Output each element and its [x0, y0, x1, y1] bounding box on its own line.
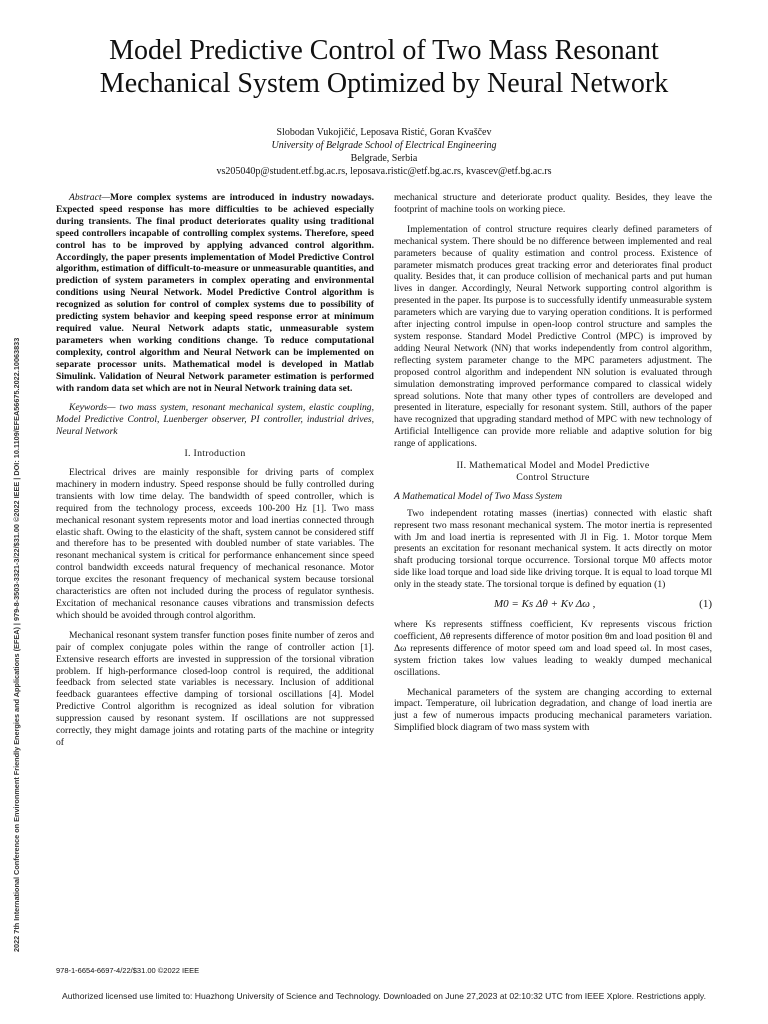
right-paragraph-3: Two independent rotating masses (inertias) connected with elastic shaft represent two mass resonant mechanical system. The motor inertia is represented with Jm and load inertia is represented with Jl in Fig. 1. Motor torque Mem presents an excitation for resonant mechanical system. It acts directly on motor shaft producing torsional torque occurrence. Torsional torque M0 affects motor side like load torque and load side like driving torque. It is equal to load torque Ml only in the steady state. The torsional torque is defined by equation (1)	[394, 507, 712, 591]
section-2-heading-line-2: Control Structure	[516, 471, 590, 483]
right-paragraph-2: Implementation of control structure requires clearly defined parameters of mechanical system. There should be no difference between implemented and real parameters because of quality estimation and control process. Existence of parameter mismatch produces great tracking error and deteriorates final product quality. Besides that, it can produce collision of mechanical parts and put human lives in danger. Accordingly, Neural Network supporting control algorithm is presented in the paper. Its purpose is to successfully identify unmeasurable system parameters which are varying due to varying operation conditions. It is performed after injecting control impulse in open-loop control structure and samples the system response. Standard Model Predictive Control (MPC) is improved by adding Neural Network (NN) that works independently from control algorithm, reflecting system parameter change to the MPC parameters adjustment. The proposed control algorithm and independent NN solution is evaluated through simulation demonstrating improved performance compared to classical widely spread solutions. Note that many other types of controllers are developed and presented in literature, especially for resonant system. Still, authors of the paper have recognized that upgrading standard method of MPC with new technology of Artificial Intelligence can provide more reliable and adaptive solution for big range of applications.	[394, 223, 712, 450]
title-line-2: Mechanical System Optimized by Neural Network	[99, 68, 669, 99]
equation-1	[394, 599, 712, 611]
section-2-heading-line-1: II. Mathematical Model and Model Predictive	[456, 460, 650, 472]
equation-number: (1)	[699, 598, 712, 611]
right-column	[394, 192, 712, 742]
conference-sidebar-text: 2022 7th International Conference on Environment Friendly Energies and Applications (EFEA) | 979-8-3503-3321-3/22/$31.00 ©2022 IEEE | DOI: 10.1109/EFEA56675.2022.10063833	[12, 337, 21, 952]
right-paragraph-4: where Ks represents stiffness coefficient, Kv represents viscous friction coefficient, Δθ represents difference of motor position θm and load position θl and Δω represents difference of motor speed ωm and load speed ωl. In most cases, system friction takes low values leading to weakly dumped mechanical oscillations.	[394, 619, 712, 678]
author-emails: vs205040p@student.etf.bg.ac.rs, leposava.ristic@etf.bg.ac.rs, kvascev@etf.bg.ac.rs	[216, 166, 552, 177]
abstract	[56, 192, 374, 394]
footer-isbn: 978-1-6654-6697-4/22/$31.00 ©2022 IEEE	[56, 966, 200, 975]
right-paragraph-1: mechanical structure and deteriorate product quality. Besides, they leave the footprint of machine tools on working piece.	[394, 192, 712, 215]
section-2-heading	[394, 460, 712, 484]
author-affiliation: University of Belgrade School of Electrical Engineering	[271, 140, 497, 151]
title-line-1: Model Predictive Control of Two Mass Resonant	[109, 35, 659, 66]
author-block	[100, 126, 668, 178]
keywords: Keywords— two mass system, resonant mechanical system, elastic coupling, Model Predictive Control, Luenberger observer, PI controller, industrial drives, Neural Network	[56, 402, 374, 438]
equation-expression: M0 = Ks Δθ + Kv Δω ,	[494, 598, 596, 611]
author-location: Belgrade, Serbia	[350, 153, 418, 164]
abstract-body: More complex systems are introduced in industry nowadays. Expected speed response has more difficulties to be achieved especially during transients. The final product deteriorates quality using traditional speed controllers incapable of controlling complex systems. Therefore, speed control has to be improved by applying advanced control algorithm. Accordingly, the paper presents implementation of Model Predictive Control algorithm, estimation of difficult-to-measure or unmeasurable quantities, and prediction of system parameters in complex operating and environmental conditions using Neural Network. Model Predictive Control algorithm is recognized as solution for control of complex systems due to possibility of predicting system behavior and keeping speed response error at minimum required value. Neural Network adapts static, unmeasurable system parameters when working conditions change. To reduce computational complexity, control algorithm and Neural Network can be implemented on separate processor units. Mathematical model is developed in Matlab Simulink. Validation of Neural Network parameter estimation is performed with random data set which are not in Neural Network training data set.	[56, 192, 374, 394]
subsection-a-heading: A Mathematical Model of Two Mass System	[394, 490, 563, 502]
intro-paragraph-2: Mechanical resonant system transfer function poses finite number of zeros and pair of complex conjugate poles within the range of controller action [1]. Extensive research efforts are invested in suppression of the torsional vibration problem. If high-performance closed-loop control is required, the additional feedback from selected state variables is necessary. Inclusion of additional feedback guarantees effective damping of torsional oscillations [4]. Model Predictive Control algorithm is recognized as ideal solution for vibration suppression caused by resonant system. If oscillations are not suppressed correctly, they might damage joints and rotating parts of the machine or integrity of	[56, 629, 374, 748]
authorized-use-note: Authorized licensed use limited to: Huazhong University of Science and Technology. Downloaded on June 27,2023 at 02:10:32 UTC from IEEE Xplore. Restrictions apply.	[62, 991, 706, 1001]
abstract-lead: Abstract—	[69, 192, 111, 203]
intro-paragraph-1: Electrical drives are mainly responsible for driving parts of complex machinery in modern industry. Speed response should be fully controlled during transients with low time delay. The bandwidth of speed controller, which is required from the technology process, exceeds 100-200 Hz [1]. Two mass mechanical resonant system represents motor and load inertias connected through elastic shaft. Owing to the elasticity of the shaft, system cannot be considered stiff and therefore has to be presented with doubled number of state variables. The resonant mechanical system is critical for performance enhancement since speed control bandwidth exceeds natural frequency of mechanical resonance. Motor torque excites the resonant frequency of mechanical system because torsional characteristics are often not included during the process of regulator synthesis. Excitation of mechanical resonance causes vibrations and transmission defects which should be avoided through control algorithm.	[56, 467, 374, 621]
right-paragraph-5: Mechanical parameters of the system are changing according to external impact. Temperature, oil lubrication degradation, and change of load inertia are just a few of numerous impacts producing mechanical parameters variation. Simplified block diagram of two mass system with	[394, 686, 712, 734]
paper-title	[40, 34, 728, 100]
section-1-heading: I. Introduction	[184, 448, 246, 460]
author-names: Slobodan Vukojičić, Leposava Ristić, Goran Kvaščev	[276, 127, 492, 138]
left-column	[56, 192, 374, 757]
